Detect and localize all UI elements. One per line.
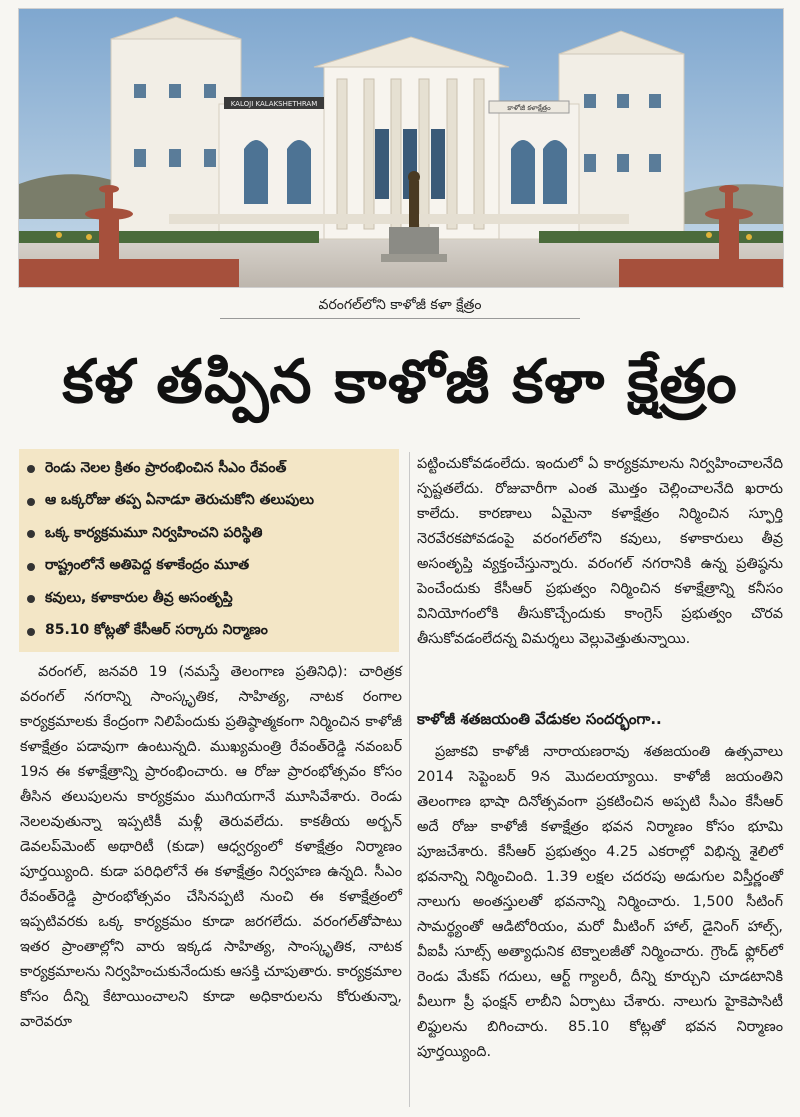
- bullet-icon: [27, 563, 35, 571]
- article-left-column: [20, 660, 402, 1035]
- bullet-icon: [27, 628, 35, 636]
- highlight-item: ఒక్క కార్యక్రమమూ నిర్వహించని పరిస్థితి: [27, 518, 391, 551]
- article-body-right-top: పట్టించుకోవడంలేదు. ఇందులో ఏ కార్యక్రమాలను నిర్వహించాలనేది స్పష్టతలేదు. రోజువారీగా ఎంత మొత్తం చెల్లించాలనేది ఖరారు కాలేదు. కారణాలు ఏమైనా కళాక్షేత్రం నిర్మించిన స్ఫూర్తి నెరవేరకపోవడంపై వరంగల్‌లోని కవులు, కళాకారులు తీవ్ర అసంతృప్తి వ్యక్తంచేస్తున్నారు. వరంగల్ నగరానికి ఉన్న ప్రతిష్ఠను పెంచేందుకు కేసీఆర్ ప్రభుత్వం నిర్మించిన కళాక్షేత్రాన్ని కనీసం వినియోగంలోకి తీసుకొచ్చేందుకు కాంగ్రెస్ ప్రభుత్వం చొరవ తీసుకోవడంలేదన్న విమర్శలు వెల్లువెత్తుతున్నాయి.: [417, 456, 783, 647]
- highlight-item: కవులు, కళాకారుల తీవ్ర అసంతృప్తి: [27, 583, 391, 616]
- highlight-item: రాష్ట్రంలోనే అతిపెద్ద కళాకేంద్రం మూత: [27, 551, 391, 584]
- highlight-item: ఆ ఒక్కరోజు తప్ప ఏనాడూ తెరుచుకోని తలుపులు: [27, 486, 391, 519]
- building-photo: [18, 8, 784, 288]
- column-divider: [409, 452, 410, 1107]
- bullet-icon: [27, 465, 35, 473]
- highlight-item: రెండు నెలల క్రితం ప్రారంభించిన సీఎం రేవంత్: [27, 453, 391, 486]
- article-body-right-bottom: ప్రజాకవి కాళోజీ నారాయణరావు శతజయంతి ఉత్సవాలు 2014 సెప్టెంబర్ 9న మొదలయ్యాయి. కాళోజీ జయంతిని తెలంగాణ భాషా దినోత్సవంగా ప్రకటించిన అప్పటి సీఎం కేసీఆర్ అదే రోజు కాళోజీ కళాక్షేత్రం భవన నిర్మాణం కోసం భూమి పూజచేశారు. కేసీఆర్ ప్రభుత్వం 4.25 ఎకరాల్లో విభిన్న శైలిలో భవనాన్ని నిర్మించింది. 1.39 లక్షల చదరపు అడుగుల విస్తీర్ణంతో నాలుగు అంతస్తులతో భవనాన్ని నిర్మించారు. 1,500 సీటింగ్ సామర్థ్యంతో ఆడిటోరియం, మరో మీటింగ్ హాల్, డైనింగ్ హాల్స్, వీఐపీ సూట్స్ అత్యాధునిక టెక్నాలజీతో నిర్మించారు. గ్రౌండ్ ఫ్లోర్‌లో రెండు మేకప్ గదులు, ఆర్ట్ గ్యాలరీ, దీన్ని కూర్చుని చూడటానికి వీలుగా ప్రీ ఫంక్షన్ లాబీని ఏర్పాటు చేశారు. నాలుగు హైకెపాసిటీ లిఫ్టులను బిగించారు. 85.10 కోట్లతో భవన నిర్మాణం పూర్తయ్యింది.: [417, 744, 783, 1060]
- photo-caption: వరంగల్‌లోని కాళోజీ కళా క్షేత్రం: [220, 292, 580, 319]
- article-body-left: వరంగల్, జనవరి 19 (నమస్తే తెలంగాణ ప్రతినిధి): చారిత్రక వరంగల్ నగరాన్ని సాంస్కృతిక, సాహిత్య, నాటక రంగాల కార్యక్రమాలకు కేంద్రంగా నిలిపేందుకు ప్రతిష్ఠాత్మకంగా నిర్మించిన కాళోజీ కళాక్షేత్రం పడావుగా ఉంటున్నది. ముఖ్యమంత్రి రేవంత్‌రెడ్డి నవంబర్ 19న ఈ కళాక్షేత్రాన్ని ప్రారంభించారు. ఆ రోజు ప్రారంభోత్సవం కోసం తీసిన తలుపులను కార్యక్రమం ముగియగానే మూసివేశారు. రెండు నెలలవుతున్నా ఇప్పటికీ మళ్లీ తెరువలేదు. కాకతీయ అర్బన్ డెవలప్‌మెంట్ అథారిటీ (కుడా) ఆధ్వర్యంలో కళాక్షేత్రం నిర్మాణం పూర్తయ్యింది. కుడా పరిధిలోనే ఈ కళాక్షేత్రం నిర్వహణ ఉన్నది. సీఎం రేవంత్‌రెడ్డి ప్రారంభోత్సవం చేసినప్పటి నుంచి ఈ కళాక్షేత్రంలో ఇప్పటివరకు ఒక్క కార్యక్రమం కూడా జరగలేదు. వరంగల్‌తోపాటు ఇతర ప్రాంతాల్లోని వారు ఇక్కడ సాహిత్య, సాంస్కృతిక, నాటక కార్యక్రమాలను నిర్వహించుకునేందుకు ఆసక్తి చూపుతారు. కార్యక్రమాల కోసం దీన్ని కేటాయించాలని కూడా అధికారులను కోరుతున్నా, వారెవరూ: [20, 664, 402, 1030]
- sign-left: KALOJI KALAKSHETHRAM: [230, 100, 318, 108]
- article-right-column-top: [417, 452, 783, 652]
- bullet-icon: [27, 498, 35, 506]
- highlights-box: [19, 449, 399, 652]
- sign-right: కాళోజీ కళాక్షేత్రం: [507, 104, 551, 112]
- article-subhead: కాళోజీ శతజయంతి వేడుకల సందర్భంగా..: [417, 710, 662, 728]
- bullet-icon: [27, 530, 35, 538]
- highlight-item: 85.10 కోట్లతో కేసీఆర్ సర్కారు నిర్మాణం: [27, 616, 391, 649]
- building-illustration: [19, 9, 783, 287]
- article-right-column-bottom: [417, 740, 783, 1065]
- bullet-icon: [27, 595, 35, 603]
- headline: కళ తప్పిన కాళోజీ కళా క్షేత్రం: [62, 347, 738, 417]
